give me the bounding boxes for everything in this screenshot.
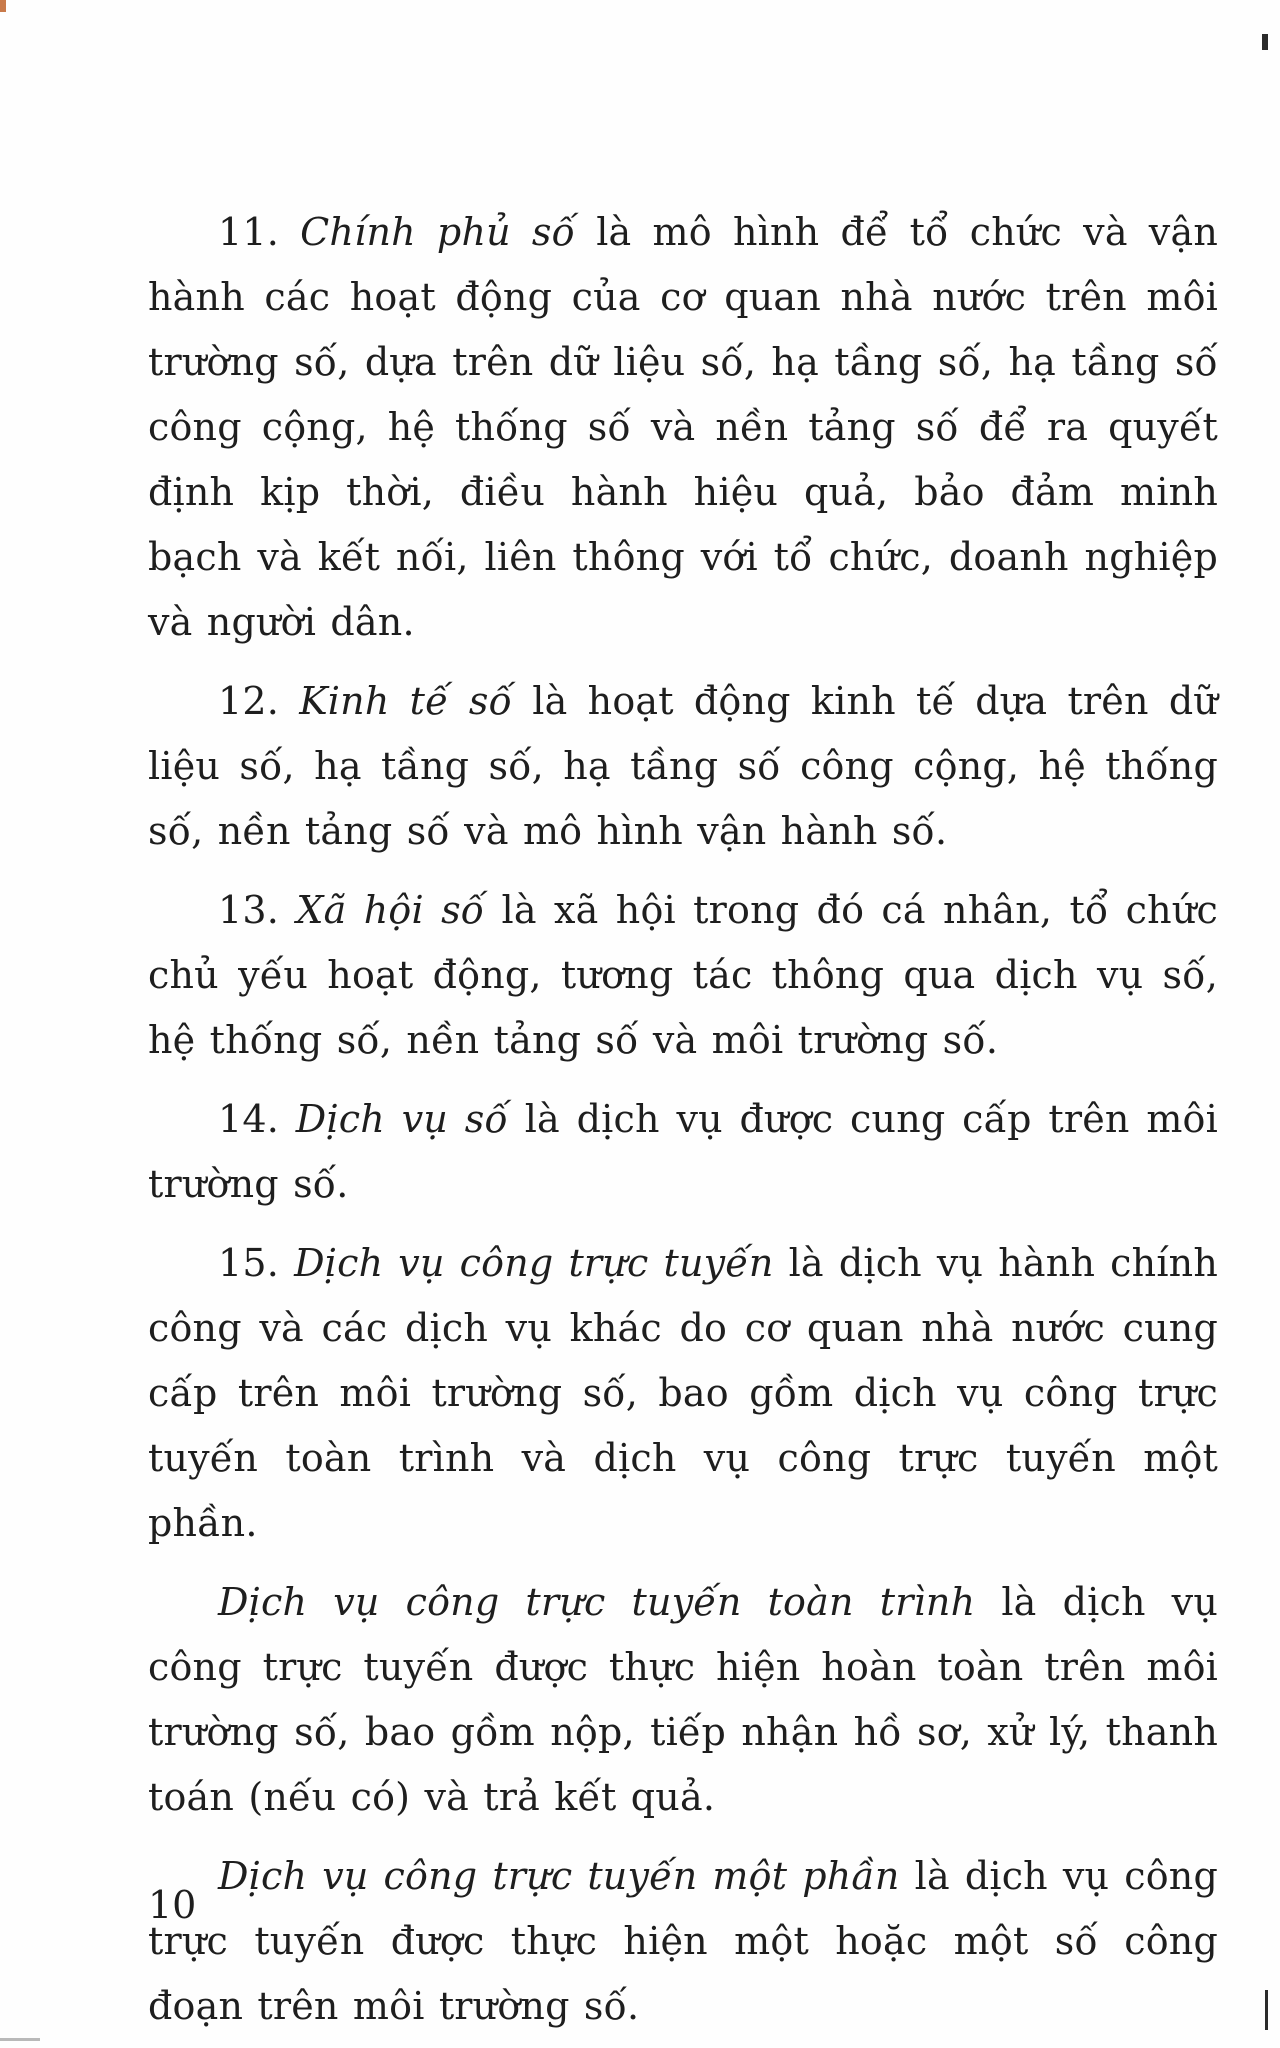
definition-text: là dịch vụ công trực tuyến được thực hiện một hoặc một số công đoạn trên môi trường số. [148,1854,1218,2028]
definition-paragraph-14 [148,1087,1218,1217]
definition-text: là xã hội trong đó cá nhân, tổ chức chủ yếu hoạt động, tương tác thông qua dịch vụ số, hệ thống số, nền tảng số và môi trường số. [148,888,1218,1062]
defined-term: Chính phủ số [300,210,576,254]
scan-edge-mark [1262,34,1268,50]
definition-paragraph-15 [148,1231,1218,1556]
defined-term: Dịch vụ số [295,1097,508,1141]
definition-text: là mô hình để tổ chức và vận hành các hoạt động của cơ quan nhà nước trên môi trường số, dựa trên dữ liệu số, hạ tầng số, hạ tầng số công cộng, hệ thống số và nền tảng số để ra quyết định kịp thời, điều hành hiệu quả, bảo đảm minh bạch và kết nối, liên thông với tổ chức, doanh nghiệp và người dân. [148,210,1218,644]
defined-term: Dịch vụ công trực tuyến [294,1241,774,1285]
definition-paragraph-11 [148,200,1218,655]
defined-term: Dịch vụ công trực tuyến một phần [218,1854,900,1898]
definition-text: là hoạt động kinh tế dựa trên dữ liệu số, hạ tầng số, hạ tầng số công cộng, hệ thống số, nền tảng số và mô hình vận hành số. [148,679,1219,853]
definition-paragraph-12 [148,669,1218,864]
scan-edge-mark [0,2038,40,2041]
page-body [148,200,1218,2039]
defined-term: Dịch vụ công trực tuyến toàn trình [218,1580,976,1624]
item-number: 14. [218,1097,296,1141]
scan-edge-mark [1265,1990,1268,2030]
defined-term: Kinh tế số [299,679,513,723]
page-number: 10 [148,1883,197,1927]
defined-term: Xã hội số [296,888,485,932]
item-number: 11. [218,210,301,254]
item-number: 12. [218,679,300,723]
scan-edge-mark [0,0,6,12]
definition-text: là dịch vụ công trực tuyến được thực hiện hoàn toàn trên môi trường số, bao gồm nộp, tiếp nhận hồ sơ, xử lý, thanh toán (nếu có) và trả kết quả. [148,1580,1219,1819]
item-number: 15. [218,1241,295,1285]
definition-paragraph-13 [148,878,1218,1073]
definition-text: là dịch vụ được cung cấp trên môi trường số. [148,1097,1218,1206]
definition-paragraph-partial-online [148,1844,1218,2039]
item-number: 13. [218,888,297,932]
definition-text: là dịch vụ hành chính công và các dịch vụ khác do cơ quan nhà nước cung cấp trên môi trường số, bao gồm dịch vụ công trực tuyến toàn trình và dịch vụ công trực tuyến một phần. [148,1241,1219,1545]
definition-paragraph-full-online [148,1570,1218,1830]
